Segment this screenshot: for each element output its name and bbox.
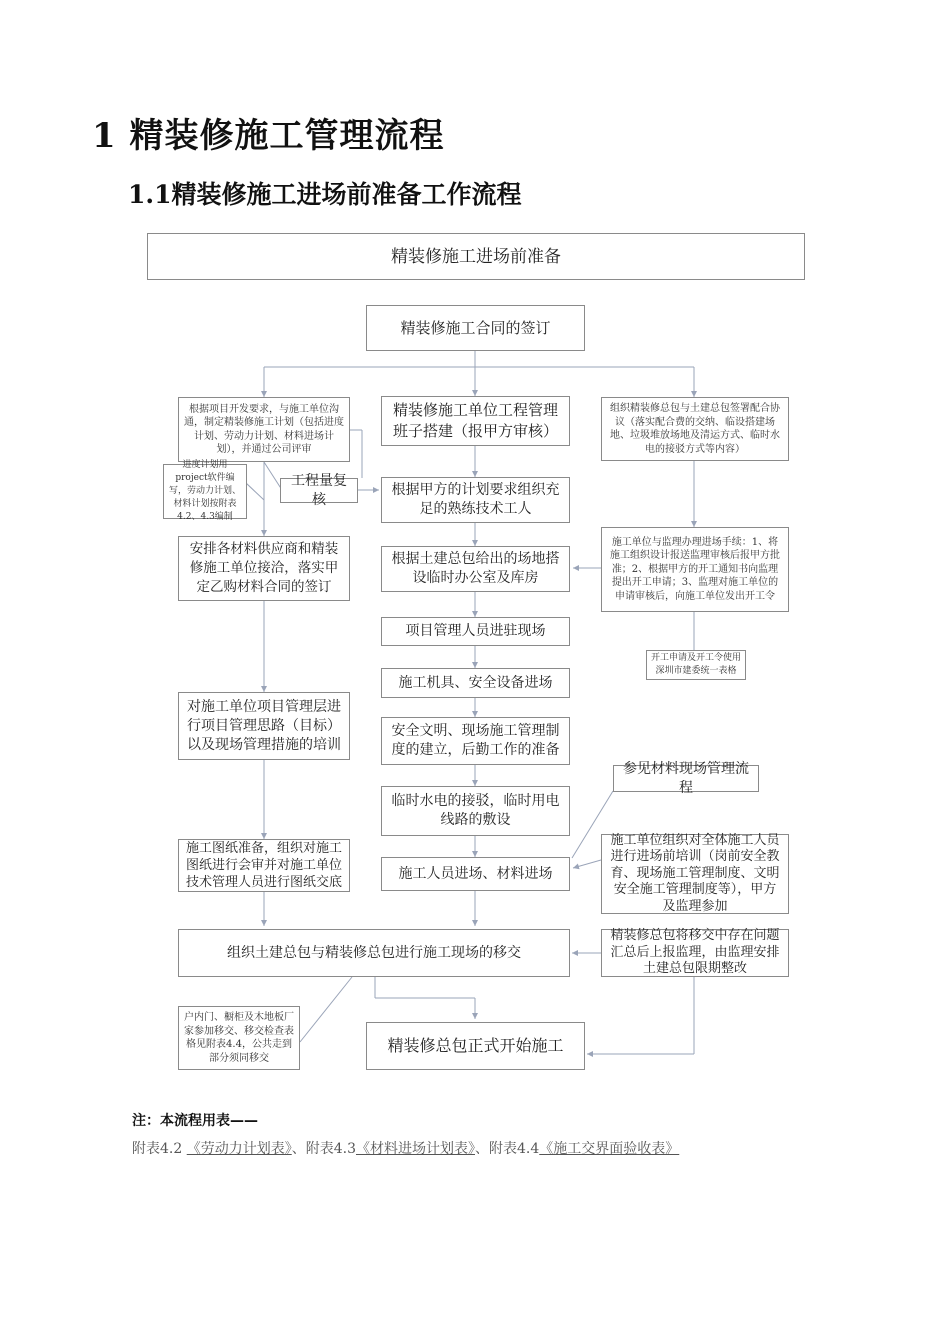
- equipment-label: 施工机具、安全设备进场: [398, 674, 553, 691]
- training-right-label: 施工单位组织对全体施工人员进行进场前培训（岗前安全教育、现场施工管理制度、文明安全施工管理制度等），甲方及监理参加: [610, 832, 780, 914]
- supplier-box: [178, 536, 350, 601]
- plan-note-box: [163, 460, 247, 522]
- handover-note-box: [178, 1006, 300, 1070]
- managers-box: [381, 617, 570, 646]
- plan-left-label: 根据项目开发要求，与施工单位沟通，制定精装修施工计划（包括进度计划、劳动力计划、材料进场计划），并通过公司评审: [184, 403, 344, 455]
- training-right-box: [601, 834, 789, 914]
- utilities-label: 临时水电的接驳，临时用电线路的敷设: [391, 793, 560, 828]
- supervision-label: 施工单位与监理办理进场手续：1、将施工组织设计报送监理审核后报甲方批准；2、根据甲方的开工通知书向监理提出开工申请；3、监理对施工单位的申请审核后，向施工单位发出开工令: [610, 536, 780, 602]
- quantity-label: 工程量复核: [291, 472, 347, 508]
- managers-label: 项目管理人员进驻现场: [405, 623, 546, 639]
- handover-box: [178, 929, 570, 977]
- start-form-label: 开工申请及开工令使用深圳市建委统一表格: [650, 653, 741, 676]
- material-ref-box: [613, 760, 759, 796]
- plan-left-box: [178, 397, 350, 462]
- training-left-label: 对施工单位项目管理层进行项目管理思路（目标）以及现场管理措施的培训: [187, 698, 341, 753]
- handover-note-label: 户内门、橱柜及木地板厂家参加移交、移交检查表格见附表4.4，公共走到部分须同移交: [184, 1012, 294, 1064]
- start-form-box: [646, 650, 746, 680]
- contract-label: 精装修施工合同的签订: [400, 318, 551, 337]
- training-left-box: [178, 692, 350, 760]
- issues-box: [601, 929, 789, 977]
- note-text-1: 附表4.2: [132, 1141, 187, 1157]
- flow-title: 精装修施工进场前准备: [391, 246, 561, 267]
- note-title: 注：本流程用表——: [132, 1113, 258, 1129]
- section-title: 1.1精装修施工进场前准备工作流程: [128, 180, 522, 209]
- utilities-box: [381, 786, 570, 836]
- plan-note-label: 进度计划用project软件编写，劳动力计划、材料计划按附表4.2、4.3编制: [168, 460, 241, 522]
- interface-acceptance-link[interactable]: 《施工交界面验收表》: [539, 1141, 680, 1157]
- supervision-box: [601, 527, 789, 612]
- equipment-box: [381, 668, 570, 698]
- safety-box: [381, 717, 570, 765]
- material-plan-link[interactable]: 《材料进场计划表》: [355, 1141, 475, 1157]
- note-text-2: 、附表4.3: [291, 1141, 356, 1157]
- note-text-3: 、附表4.4: [474, 1141, 540, 1157]
- handover-label: 组织土建总包与精装修总包进行施工现场的移交: [227, 944, 521, 961]
- safety-label: 安全文明、现场施工管理制度的建立，后勤工作的准备: [391, 723, 560, 758]
- drawings-label: 施工图纸准备，组织对施工图纸进行会审并对施工单位技术管理人员进行图纸交底: [185, 841, 342, 890]
- workers-label: 根据甲方的计划要求组织充足的熟练技术工人: [391, 482, 560, 517]
- contract-box: [366, 305, 585, 351]
- agreement-label: 组织精装修总包与土建总包签署配合协议（落实配合费的交纳、临设搭建场地、垃圾堆放场地及清运方式、临时水电的接驳方式等内容）: [610, 403, 780, 455]
- labor-plan-link[interactable]: 《劳动力计划表》: [186, 1141, 292, 1157]
- page-title: 1 精装修施工管理流程: [92, 116, 445, 156]
- team-label: 精装修施工单位工程管理班子搭建（报甲方审核）: [392, 401, 558, 440]
- material-ref-label: 参见材料现场管理流程: [623, 760, 749, 796]
- quantity-box: [280, 472, 358, 508]
- entry-label: 施工人员进场、材料进场: [398, 865, 553, 882]
- supplier-label: 安排各材料供应商和精装修施工单位接洽，落实甲定乙购材料合同的签订: [189, 541, 339, 595]
- site-office-label: 根据土建总包给出的场地搭设临时办公室及库房: [391, 551, 560, 586]
- flow-title-box: [147, 233, 805, 280]
- start-label: 精装修总包正式开始施工: [387, 1036, 564, 1055]
- workers-box: [381, 477, 570, 523]
- team-box: [381, 396, 570, 446]
- drawings-box: [178, 839, 350, 892]
- agreement-box: [601, 397, 789, 461]
- entry-box: [381, 857, 570, 891]
- site-office-box: [381, 546, 570, 592]
- start-box: [366, 1022, 585, 1070]
- note-forms: [132, 1138, 679, 1158]
- issues-label: 精装修总包将移交中存在问题汇总后上报监理，由监理安排土建总包限期整改: [610, 928, 780, 977]
